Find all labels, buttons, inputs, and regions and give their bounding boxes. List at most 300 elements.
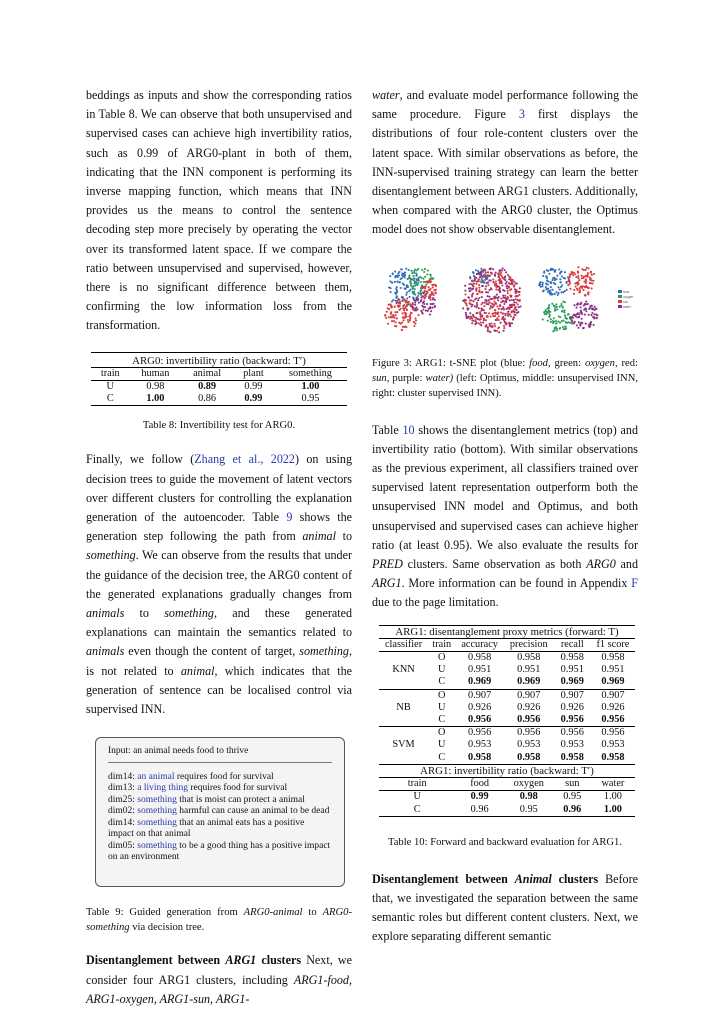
text: , is not related to <box>86 644 352 678</box>
scatter-point <box>503 296 505 298</box>
scatter-point <box>506 322 508 324</box>
scatter-point <box>464 284 466 286</box>
scatter-point <box>569 275 571 277</box>
scatter-point <box>561 270 563 272</box>
paragraph-decision-tree <box>86 450 352 719</box>
scatter-point <box>464 289 466 291</box>
scatter-point <box>396 311 398 313</box>
scatter-point <box>506 280 508 282</box>
scatter-point <box>428 286 430 288</box>
scatter-point <box>427 309 429 311</box>
scatter-point <box>548 272 550 274</box>
scatter-point <box>557 293 559 295</box>
scatter-point <box>478 286 480 288</box>
text: requires food for survival <box>174 771 274 782</box>
scatter-point <box>498 326 500 328</box>
table-10-header: precision <box>509 638 548 650</box>
scatter-point <box>566 281 568 283</box>
scatter-point <box>425 283 427 285</box>
scatter-point <box>430 310 432 312</box>
table-cell: 0.958 <box>560 652 584 664</box>
scatter-point <box>500 311 502 313</box>
scatter-point <box>471 322 473 324</box>
scatter-point <box>487 303 489 305</box>
generation-line <box>108 772 332 784</box>
scatter-point <box>411 272 413 274</box>
scatter-point <box>475 289 477 291</box>
scatter-point <box>548 304 550 306</box>
scatter-point <box>545 286 547 288</box>
table-cell: 0.926 <box>560 701 584 713</box>
scatter-point <box>478 271 480 273</box>
text: and <box>615 557 638 572</box>
text: due to the page limitation. <box>372 595 499 610</box>
text: dim25: <box>108 794 138 805</box>
scatter-point <box>559 321 561 323</box>
scatter-point <box>415 297 417 299</box>
text: something <box>137 806 177 817</box>
scatter-point <box>490 267 492 269</box>
scatter-point <box>550 318 552 320</box>
scatter-point <box>406 291 408 293</box>
table-cell: C <box>438 714 446 726</box>
scatter-point <box>417 282 419 284</box>
table-cell: 0.951 <box>560 664 584 676</box>
scatter-point <box>420 292 422 294</box>
scatter-point <box>410 312 412 314</box>
scatter-point <box>427 307 429 309</box>
scatter-point <box>591 312 593 314</box>
scatter-point <box>487 299 489 301</box>
scatter-point <box>564 277 566 279</box>
table-cell: C <box>106 393 114 405</box>
table-cell: 0.956 <box>601 727 625 739</box>
scatter-point <box>489 324 491 326</box>
table-cell: 0.958 <box>601 652 625 664</box>
scatter-point <box>402 307 404 309</box>
scatter-point <box>417 314 419 316</box>
scatter-point <box>585 275 587 277</box>
scatter-point <box>482 270 484 272</box>
scatter-point <box>585 310 587 312</box>
scatter-point <box>403 317 405 319</box>
legend-label: water <box>623 304 631 309</box>
scatter-point <box>499 282 501 284</box>
scatter-point <box>546 277 548 279</box>
text: even though the content of target, <box>124 644 300 659</box>
scatter-point <box>551 302 553 304</box>
appendix-ref-link[interactable]: F <box>631 576 638 591</box>
scatter-point <box>509 282 511 284</box>
text: Table <box>372 422 403 437</box>
scatter-point <box>398 308 400 310</box>
scatter-point <box>389 275 391 277</box>
scatter-point <box>563 311 565 313</box>
scatter-point <box>490 322 492 324</box>
scatter-point <box>409 319 411 321</box>
scatter-point <box>571 320 573 322</box>
table-10 <box>372 625 638 850</box>
scatter-point <box>468 287 470 289</box>
scatter-point <box>414 268 416 270</box>
scatter-point <box>463 298 465 300</box>
scatter-point <box>403 275 405 277</box>
scatter-point <box>391 281 393 283</box>
scatter-point <box>515 282 517 284</box>
scatter-point <box>414 303 416 305</box>
generation-example-box <box>95 737 345 887</box>
figure-3 <box>382 260 638 340</box>
scatter-point <box>467 316 469 318</box>
scatter-point <box>505 312 507 314</box>
scatter-point <box>468 283 470 285</box>
scatter-point <box>422 277 424 279</box>
scatter-point <box>485 271 487 273</box>
scatter-point <box>485 282 487 284</box>
scatter-point <box>395 314 397 316</box>
table-cell: U <box>413 791 421 803</box>
scatter-point <box>487 328 489 330</box>
scatter-point <box>397 280 399 282</box>
scatter-point <box>501 318 503 320</box>
scatter-point <box>575 306 577 308</box>
scatter-point <box>498 307 500 309</box>
scatter-point <box>562 319 564 321</box>
scatter-point <box>472 313 474 315</box>
text: Disentanglement between <box>372 871 515 886</box>
table-10-header: recall <box>560 638 584 650</box>
scatter-point <box>388 303 390 305</box>
section-title-arg1 <box>86 953 301 967</box>
text: , red: <box>614 357 638 369</box>
scatter-point <box>484 269 486 271</box>
scatter-point <box>569 273 571 275</box>
scatter-point <box>587 267 589 269</box>
scatter-point <box>496 284 498 286</box>
text: food <box>529 357 548 369</box>
scatter-point <box>545 275 547 277</box>
scatter-point <box>494 325 496 327</box>
scatter-point <box>479 323 481 325</box>
scatter-point <box>405 267 407 269</box>
table-10-header: train <box>407 778 427 790</box>
scatter-point <box>518 293 520 295</box>
legend-swatch <box>618 305 622 308</box>
scatter-point <box>542 290 544 292</box>
legend-swatch <box>618 300 622 303</box>
scatter-point <box>474 278 476 280</box>
text: PRED <box>372 557 403 572</box>
left-column <box>86 86 352 1009</box>
scatter-point <box>490 305 492 307</box>
scatter-point <box>510 315 512 317</box>
table-10-title-bottom: ARG1: invertibility ratio (backward: T′) <box>379 764 635 777</box>
scatter-point <box>564 314 566 316</box>
scatter-point <box>428 297 430 299</box>
scatter-point <box>411 306 413 308</box>
scatter-point <box>419 276 421 278</box>
scatter-point <box>483 281 485 283</box>
table-cell: 0.956 <box>517 727 541 739</box>
scatter-point <box>394 270 396 272</box>
scatter-point <box>387 322 389 324</box>
table-10-header: food <box>470 778 490 790</box>
scatter-point <box>564 290 566 292</box>
scatter-point <box>488 301 490 303</box>
scatter-point <box>430 298 432 300</box>
scatter-point <box>562 300 564 302</box>
table-cell: O <box>438 652 446 664</box>
scatter-point <box>416 284 418 286</box>
scatter-point <box>576 303 578 305</box>
scatter-point <box>482 308 484 310</box>
table-cell: 0.95 <box>301 393 320 405</box>
scatter-point <box>593 313 595 315</box>
scatter-point <box>576 313 578 315</box>
scatter-point <box>578 315 580 317</box>
scatter-point <box>559 272 561 274</box>
scatter-point <box>493 329 495 331</box>
scatter-point <box>508 314 510 316</box>
text: Finally, we follow ( <box>86 452 195 467</box>
table-cell: 0.958 <box>517 652 541 664</box>
table-cell: 0.951 <box>517 664 541 676</box>
scatter-point <box>424 268 426 270</box>
table-cell: 0.969 <box>468 676 492 688</box>
scatter-point <box>569 281 571 283</box>
scatter-point <box>577 283 579 285</box>
scatter-point <box>400 268 402 270</box>
scatter-point <box>414 284 416 286</box>
scatter-point <box>497 313 499 315</box>
scatter-point <box>396 289 398 291</box>
scatter-point <box>559 316 561 318</box>
scatter-point <box>419 290 421 292</box>
scatter-point <box>414 299 416 301</box>
scatter-point <box>409 295 411 297</box>
scatter-point <box>556 329 558 331</box>
scatter-point <box>401 274 403 276</box>
scatter-point <box>490 287 492 289</box>
scatter-point <box>519 305 521 307</box>
scatter-point <box>501 284 503 286</box>
scatter-point <box>476 280 478 282</box>
table-row <box>91 381 347 394</box>
scatter-point <box>507 292 509 294</box>
table-cell: O <box>438 689 446 701</box>
scatter-point <box>475 297 477 299</box>
scatter-point <box>590 282 592 284</box>
scatter-point <box>511 299 513 301</box>
scatter-point <box>395 321 397 323</box>
table-cell: 0.95 <box>563 791 582 803</box>
scatter-point <box>484 299 486 301</box>
figure-ref-link[interactable]: 3 <box>518 107 525 122</box>
scatter-point <box>554 269 556 271</box>
scatter-point <box>545 309 547 311</box>
generation-line <box>108 806 332 818</box>
text: animals <box>86 644 125 659</box>
table-cell: 0.969 <box>601 676 625 688</box>
scatter-point <box>550 267 552 269</box>
scatter-point <box>487 271 489 273</box>
scatter-point <box>472 319 474 321</box>
scatter-point <box>501 269 503 271</box>
scatter-point <box>515 298 517 300</box>
scatter-point <box>578 291 580 293</box>
table-cell: 0.99 <box>470 791 489 803</box>
scatter-point <box>400 278 402 280</box>
scatter-point <box>469 299 471 301</box>
scatter-point <box>565 321 567 323</box>
scatter-point <box>546 310 548 312</box>
scatter-point <box>563 309 565 311</box>
table-cell: 0.953 <box>517 739 541 751</box>
scatter-point <box>580 321 582 323</box>
scatter-point <box>418 301 420 303</box>
scatter-point <box>585 268 587 270</box>
table-cell: 1.00 <box>603 803 622 815</box>
table-cell: 0.907 <box>517 689 541 701</box>
scatter-point <box>584 313 586 315</box>
scatter-point <box>514 307 516 309</box>
scatter-point <box>483 305 485 307</box>
scatter-point <box>499 278 501 280</box>
scatter-point <box>548 307 550 309</box>
paragraph-animal <box>372 870 638 947</box>
scatter-point <box>574 273 576 275</box>
scatter-point <box>553 317 555 319</box>
scatter-point <box>573 292 575 294</box>
scatter-point <box>490 302 492 304</box>
scatter-point <box>481 315 483 317</box>
scatter-point <box>505 282 507 284</box>
text: first displays the distributions of four role-content clusters over the latent space. With similar observations as before, the INN-supervised training strategy can learn the better disentanglement between ARG1 clusters. Additionally, when compared with the ARG0 cluster, the Optimus model does not show observable disentanglement. <box>372 107 638 237</box>
table-cell: 0.89 <box>198 381 217 393</box>
scatter-point <box>412 274 414 276</box>
scatter-point <box>429 273 431 275</box>
table-ref-link[interactable]: 10 <box>402 422 415 437</box>
scatter-point <box>577 277 579 279</box>
scatter-point <box>515 301 517 303</box>
scatter-point <box>477 278 479 280</box>
scatter-point <box>420 296 422 298</box>
scatter-point <box>579 311 581 313</box>
scatter-point <box>593 273 595 275</box>
scatter-point <box>581 317 583 319</box>
scatter-point <box>426 303 428 305</box>
table-cell: 0.951 <box>601 664 625 676</box>
scatter-point <box>588 313 590 315</box>
scatter-point <box>479 311 481 313</box>
scatter-point <box>425 309 427 311</box>
scatter-point <box>392 273 394 275</box>
scatter-point <box>390 306 392 308</box>
scatter-point <box>482 321 484 323</box>
scatter-point <box>484 301 486 303</box>
scatter-point <box>556 327 558 329</box>
scatter-point <box>495 302 497 304</box>
scatter-point <box>466 304 468 306</box>
scatter-point <box>574 314 576 316</box>
scatter-point <box>409 316 411 318</box>
scatter-point <box>410 278 412 280</box>
scatter-point <box>513 309 515 311</box>
text: . More information can be found in Appendix <box>401 576 632 591</box>
table-cell: C <box>413 803 421 815</box>
scatter-point <box>575 285 577 287</box>
scatter-point <box>573 271 575 273</box>
paragraph-arg1 <box>86 951 352 1009</box>
scatter-point <box>401 296 403 298</box>
scatter-point <box>497 297 499 299</box>
scatter-point <box>476 304 478 306</box>
scatter-point <box>406 304 408 306</box>
scatter-point <box>550 286 552 288</box>
scatter-point <box>415 319 417 321</box>
scatter-point <box>587 272 589 274</box>
scatter-point <box>406 297 408 299</box>
scatter-point <box>585 282 587 284</box>
scatter-point <box>541 283 543 285</box>
table-10-header: classifier <box>384 638 423 650</box>
scatter-point <box>471 288 473 290</box>
scatter-point <box>553 277 555 279</box>
scatter-point <box>407 319 409 321</box>
scatter-point <box>424 306 426 308</box>
scatter-point <box>482 279 484 281</box>
citation-link[interactable]: Zhang et al., 2022 <box>194 452 295 467</box>
text: something <box>137 840 177 851</box>
text: . We can observe from the results that under the guidance of the decision tree, the ARG0 content of the generated explanations gradually changes from <box>86 548 352 601</box>
table-ref-link[interactable]: 9 <box>286 510 293 525</box>
scatter-point <box>547 319 549 321</box>
scatter-point <box>585 303 587 305</box>
scatter-point <box>400 287 402 289</box>
scatter-point <box>407 286 409 288</box>
scatter-point <box>399 281 401 283</box>
scatter-point <box>412 285 414 287</box>
scatter-point <box>402 305 404 307</box>
scatter-point <box>565 317 567 319</box>
scatter-point <box>581 274 583 276</box>
scatter-point <box>486 278 488 280</box>
scatter-point <box>492 268 494 270</box>
scatter-point <box>478 284 480 286</box>
table-10-header: water <box>601 778 625 790</box>
scatter-point <box>471 295 473 297</box>
scatter-point <box>507 289 509 291</box>
scatter-point <box>507 273 509 275</box>
text: something <box>299 644 349 659</box>
scatter-point <box>385 316 387 318</box>
scatter-point <box>543 271 545 273</box>
table-row <box>379 689 635 702</box>
text: , which indicates that the generation of sentence can be localised control via supervised INN. <box>86 663 352 717</box>
scatter-point <box>590 270 592 272</box>
scatter-point <box>394 311 396 313</box>
table-cell: 1.00 <box>301 381 320 393</box>
scatter-point <box>429 313 431 315</box>
scatter-point <box>592 279 594 281</box>
scatter-point <box>429 281 431 283</box>
scatter-point <box>491 312 493 314</box>
scatter-point <box>384 314 386 316</box>
scatter-point <box>469 276 471 278</box>
scatter-point <box>471 303 473 305</box>
scatter-point <box>493 323 495 325</box>
table-row <box>379 791 635 804</box>
